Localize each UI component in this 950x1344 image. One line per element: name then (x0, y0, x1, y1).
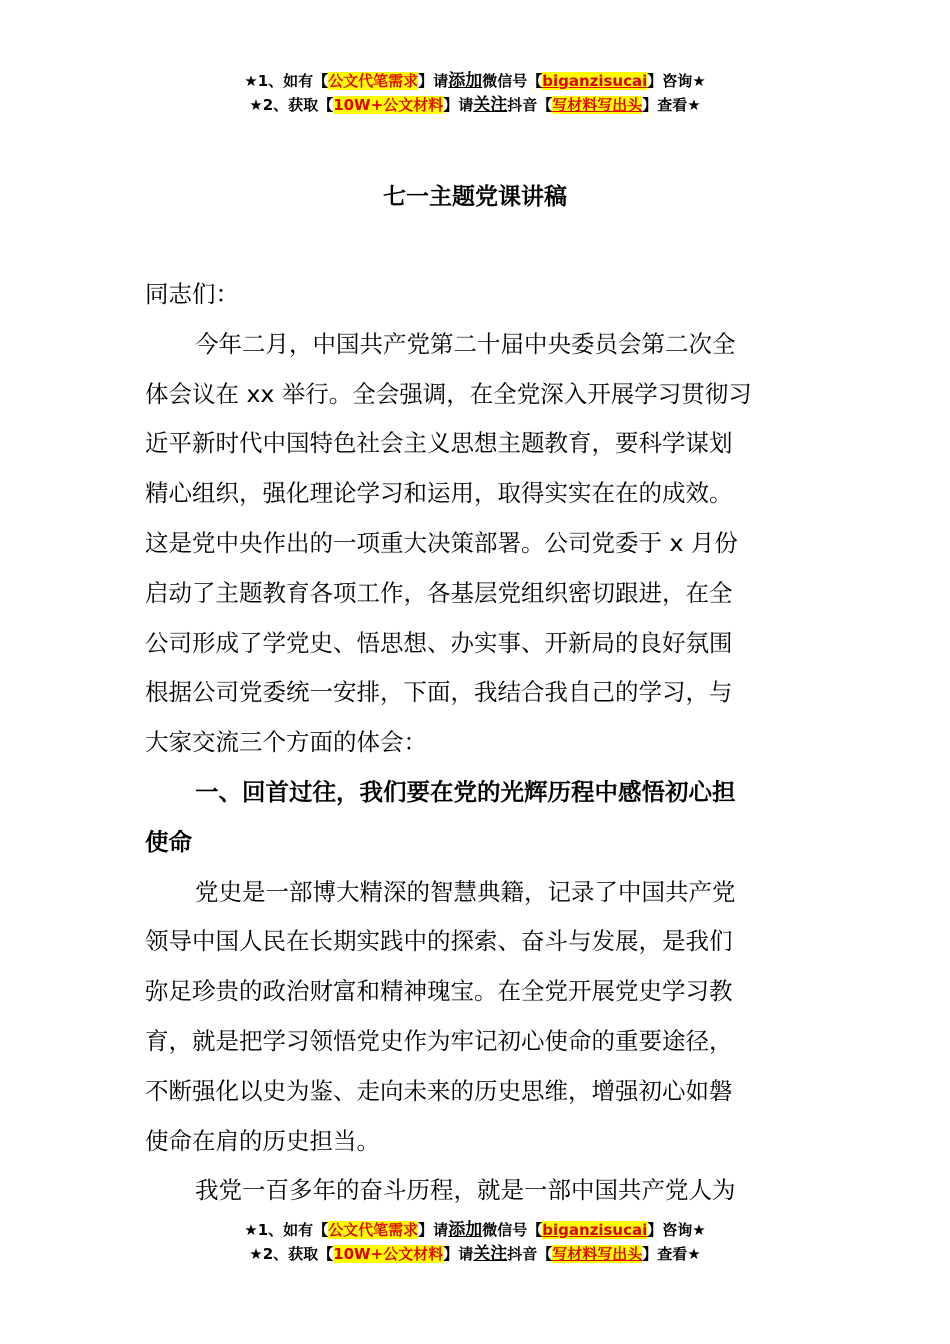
text-line: 我党一百多年的奋斗历程，就是一部中国共产党人为 (195, 1176, 736, 1205)
text-line: 公司形成了学党史、悟思想、办实事、开新局的良好氛围 (145, 628, 733, 657)
text-line: 近平新时代中国特色社会主义思想主题教育，要科学谋划 (145, 429, 733, 458)
banner-line-1: ★1、如有【公文代笔需求】请添加微信号【biganzisucai】咨询★ (244, 71, 706, 91)
text-line: 不断强化以史为鉴、走向未来的历史思维，增强初心如磐 (145, 1076, 733, 1105)
text-line: 根据公司党委统一安排，下面，我结合我自己的学习，与 (145, 678, 733, 707)
text-line: 精心组织，强化理论学习和运用，取得实实在在的成效。 (145, 479, 733, 508)
text-line: 这是党中央作出的一项重大决策部署。公司党委于 x 月份 (145, 528, 738, 557)
banner-line-2: ★2、获取【10W+公文材料】请关注抖音【写材料写出头】查看★ (249, 95, 701, 115)
banner-top (0, 69, 950, 117)
text-line: 使命在肩的历史担当。 (145, 1126, 380, 1155)
document-body (145, 270, 825, 1216)
document-title: 七一主题党课讲稿 (383, 184, 567, 210)
text-line: 大家交流三个方面的体会： (145, 728, 427, 757)
banner-line-2: ★2、获取【10W+公文材料】请关注抖音【写材料写出头】查看★ (249, 1244, 701, 1264)
text-line: 今年二月，中国共产党第二十届中央委员会第二次全 (195, 329, 736, 358)
section-heading: 一、回首过往，我们要在党的光辉历程中感悟初心担 (195, 777, 736, 806)
text-line: 党史是一部博大精深的智慧典籍，记录了中国共产党 (195, 877, 736, 906)
text-line: 领导中国人民在长期实践中的探索、奋斗与发展，是我们 (145, 927, 733, 956)
text-line: 启动了主题教育各项工作，各基层党组织密切跟进，在全 (145, 578, 733, 607)
text-line: 体会议在 xx 举行。全会强调，在全党深入开展学习贯彻习 (145, 379, 752, 408)
banner-bottom (0, 1218, 950, 1266)
text-line: 育，就是把学习领悟党史作为牢记初心使命的重要途径， (145, 1026, 733, 1055)
section-heading: 使命 (145, 827, 192, 856)
banner-line-1: ★1、如有【公文代笔需求】请添加微信号【biganzisucai】咨询★ (244, 1220, 706, 1240)
text-line: 弥足珍贵的政治财富和精神瑰宝。在全党开展党史学习教 (145, 977, 733, 1006)
salutation: 同志们： (145, 280, 239, 308)
